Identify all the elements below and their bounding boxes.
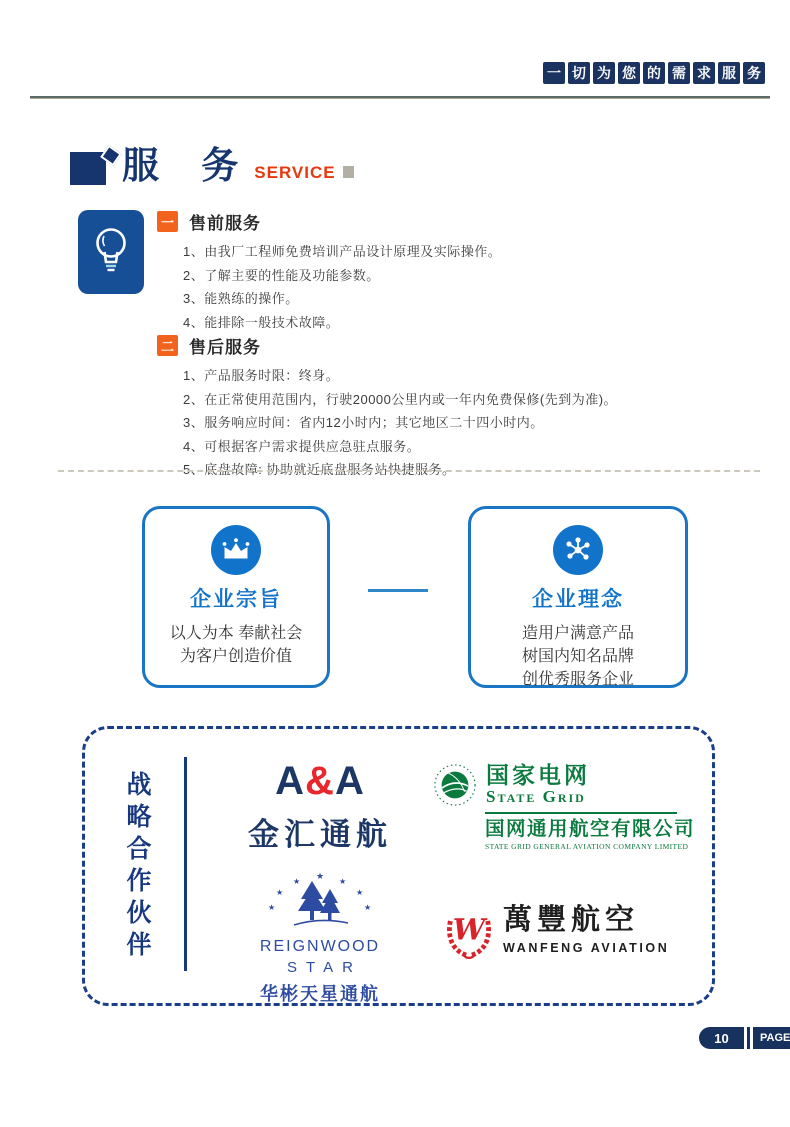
svg-text:★: ★ (316, 871, 325, 881)
service-item: 4、可根据客户需求提供应急驻点服务。 (183, 438, 421, 454)
card-title: 企业理念 (532, 588, 624, 611)
page-title (70, 146, 354, 187)
page-number: 10 (699, 1027, 744, 1049)
dashed-divider (58, 470, 760, 472)
slogan-char: 一 (543, 62, 565, 84)
aa-monogram (225, 761, 415, 801)
aa-company-name: 金汇通航 (248, 817, 392, 852)
reignwood-zh: 华彬天星通航 (260, 984, 380, 1004)
lightbulb-icon (78, 210, 144, 294)
section-number-badge: 一 (157, 211, 178, 232)
service-item: 1、由我厂工程师免费培训产品设计原理及实际操作。 (183, 244, 502, 259)
logo-state-grid (433, 763, 695, 851)
wanfeng-monogram: W (452, 912, 486, 947)
logo-wanfeng-aviation (443, 901, 669, 959)
aa-ampersand: & (305, 759, 335, 803)
slogan-char: 服 (718, 62, 740, 84)
partners-box (82, 726, 715, 1006)
svg-text:★: ★ (268, 903, 276, 912)
section-header (157, 333, 617, 358)
state-grid-en: State Grid (486, 787, 586, 807)
reignwood-star: STAR (287, 959, 362, 976)
card-line: 创优秀服务企业 (521, 671, 634, 688)
svg-text:★: ★ (339, 877, 347, 886)
service-item: 5、底盘故障: 协助就近底盘服务站快捷服务。 (183, 462, 456, 477)
state-grid-divider (485, 812, 677, 814)
state-grid-header (433, 763, 695, 807)
svg-text:★: ★ (276, 888, 284, 897)
section-aftersale (157, 333, 617, 482)
service-item: 2、在正常使用范围内，行驶20000公里内或一年内免费保修(先到为准)。 (183, 391, 618, 407)
reignwood-trees-icon (260, 869, 380, 931)
slogan-char: 您 (618, 62, 640, 84)
wanfeng-en: WANFENG AVIATION (503, 940, 670, 955)
section-number-badge: 二 (157, 335, 178, 356)
card-line: 以人为本 奉献社会 (169, 625, 303, 642)
page-footer-separator (747, 1027, 750, 1049)
header-slogan (543, 62, 765, 84)
svg-text:★: ★ (293, 877, 301, 886)
card-mission (142, 506, 330, 688)
state-grid-company-zh: 国网通用航空有限公司 (485, 818, 696, 840)
aa-letter: A (334, 759, 365, 803)
service-item: 3、能熟练的操作。 (183, 291, 299, 306)
service-item: 3、服务响应时间：省内12小时内；其它地区二十四小时内。 (183, 415, 544, 430)
section-heading: 售后服务 (189, 338, 261, 357)
wanfeng-zh: 萬豐航空 (503, 904, 640, 937)
section-heading: 售前服务 (189, 214, 261, 233)
partners-separator-line (184, 757, 187, 971)
section-header (157, 209, 501, 234)
crown-icon (211, 525, 261, 575)
title-decoration-square (343, 166, 354, 178)
page-label: PAGE (753, 1027, 790, 1049)
card-philosophy (468, 506, 688, 688)
slogan-char: 的 (643, 62, 665, 84)
card-text (145, 622, 327, 668)
service-item: 2、了解主要的性能及功能参数。 (183, 267, 380, 283)
card-line: 为客户创造价值 (179, 648, 292, 665)
state-grid-zh: 国家电网 (486, 762, 590, 788)
svg-text:★: ★ (356, 888, 364, 897)
section-presale (157, 209, 501, 334)
service-item: 1、产品服务时限：终身。 (183, 368, 340, 383)
molecule-icon (553, 525, 603, 575)
card-text (471, 622, 685, 691)
slogan-char: 务 (743, 62, 765, 84)
slogan-char: 求 (693, 62, 715, 84)
aa-letter: A (275, 759, 306, 803)
service-item: 4、能排除一般技术故障。 (183, 314, 340, 330)
reignwood-name: REIGNWOOD (259, 938, 381, 955)
partners-label: 战略合作伙伴 (123, 771, 151, 963)
header-rule (30, 96, 770, 99)
wanfeng-wreath-icon (443, 901, 495, 959)
cards-connector-line (368, 589, 428, 592)
logo-reignwood-star (230, 869, 410, 1006)
card-title: 企业宗旨 (190, 588, 282, 611)
aftersale-item-list (183, 364, 617, 482)
logo-jinhui-aviation (225, 761, 415, 854)
card-line: 造用户满意产品 (521, 625, 634, 642)
slogan-char: 为 (593, 62, 615, 84)
card-line: 树国内知名品牌 (521, 648, 634, 665)
state-grid-globe-icon (433, 763, 477, 807)
service-flag-icon (70, 152, 106, 185)
title-zh: 服 务 (122, 145, 255, 186)
svg-text:★: ★ (364, 903, 372, 912)
slogan-char: 需 (668, 62, 690, 84)
presale-item-list (183, 240, 501, 334)
flag-tab-shape (100, 145, 122, 166)
title-en: SERVICE (254, 163, 336, 182)
slogan-char: 切 (568, 62, 590, 84)
state-grid-company-en: STATE GRID GENERAL AVIATION COMPANY LIMITED (485, 842, 689, 852)
